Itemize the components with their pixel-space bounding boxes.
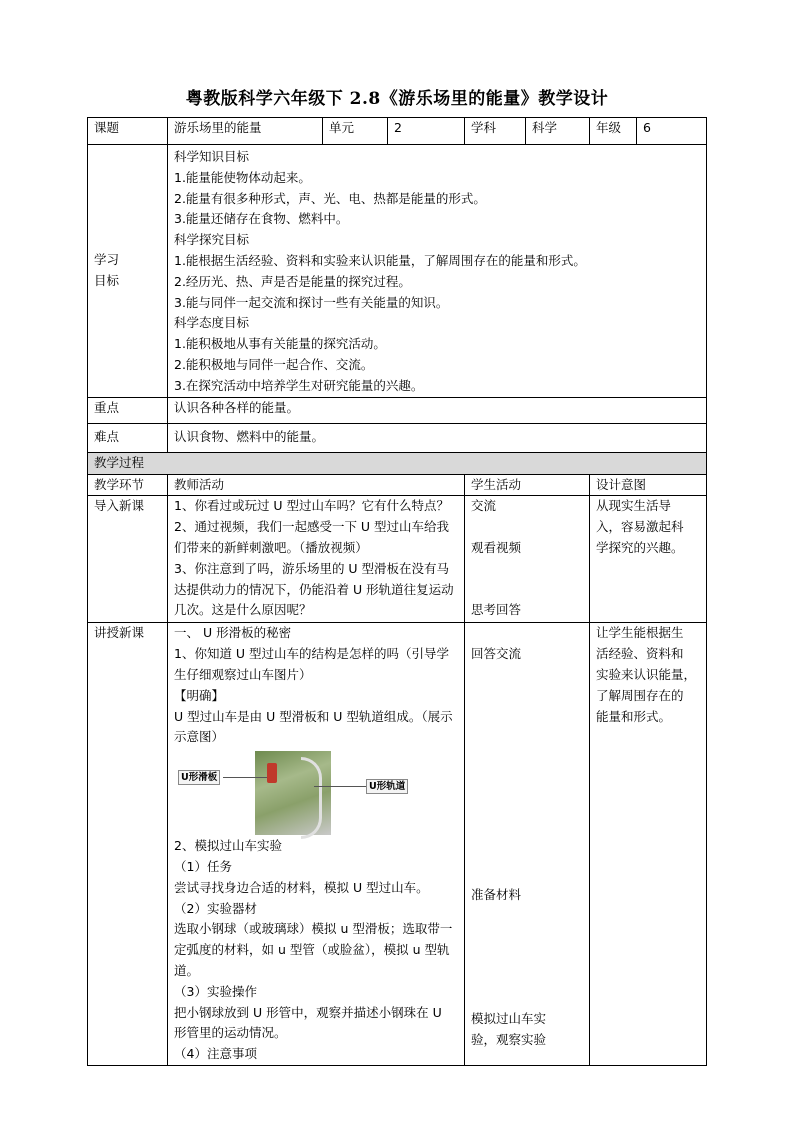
label-u-track: U形轨道 — [366, 779, 408, 794]
lecture-teacher: 一、 U 形滑板的秘密 1、你知道 U 型过山车的结构是怎样的吗（引导学 生仔细观察过山车图片） 【明确】 U 型过山车是由 U 型滑板和 U 型轨道组成。（展示 示意图） U形滑板 U形轨道 2、模拟过山车实验 （1）任务 尝试寻找身边合适的材料，模拟 U 型过山车。 （2）实验器材 选取小钢球（或玻璃球）模拟 u 型滑板；选取带一 定弧度的材料，如 u 型管（或脸盆），模拟 u 型轨 道。 （3）实验操作 把小钢球放到 U 形管中，观察并描述小钢珠在 U 形管里的运动情况。 （4）注意事项 — [168, 623, 465, 1066]
grade-value: 6 — [637, 118, 707, 145]
process-section-title: 教学过程 — [88, 452, 707, 474]
intro-student: 交流 观看视频 思考回答 — [465, 496, 590, 623]
document-title: 粤教版科学六年级下 2.8《游乐场里的能量》教学设计 — [185, 89, 609, 109]
objective-line: 3.能量还储存在食物、燃料中。 — [174, 211, 349, 227]
topic-value: 游乐场里的能量 — [168, 118, 323, 145]
intro-teacher: 1、你看过或玩过 U 型过山车吗？它有什么特点？ 2、通过视频，我们一起感受一下 U 型过山车给我 们带来的新鲜刺激吧。（播放视频） 3、你注意到了吗，游乐场里的 U 型滑板在没有马 达提供动力的情况下，仍能沿着 U 形轨道往复运动 几次。这是什么原因呢？ — [168, 496, 465, 623]
objective-line: 2.经历光、热、声是否是能量的探究过程。 — [174, 273, 411, 289]
lecture-intent: 让学生能根据生 活经验、资料和 实验来认识能量， 了解周围存在的 能量和形式。 — [590, 623, 707, 1066]
objective-line: 科学态度目标 — [174, 315, 250, 331]
objectives-label: 学习 目标 — [88, 145, 168, 398]
u-board-shape — [267, 763, 277, 783]
objective-line: 1.能量能使物体动起来。 — [174, 169, 311, 185]
key-point-text: 认识各种各样的能量。 — [168, 397, 707, 423]
unit-key: 单元 — [323, 118, 388, 145]
subject-value: 科学 — [526, 118, 590, 145]
header-teacher: 教师活动 — [168, 474, 465, 496]
header-student: 学生活动 — [465, 474, 590, 496]
roller-coaster-photo — [255, 751, 331, 835]
subject-key: 学科 — [465, 118, 526, 145]
difficulty-text: 认识食物、燃料中的能量。 — [168, 423, 707, 452]
objective-line: 3.能与同伴一起交流和探讨一些有关能量的知识。 — [174, 294, 449, 310]
objective-line: 科学知识目标 — [174, 149, 250, 164]
objective-line: 科学探究目标 — [174, 232, 250, 248]
objective-line: 1.能积极地从事有关能量的探究活动。 — [174, 336, 386, 352]
key-point-label: 重点 — [88, 397, 168, 423]
objective-line: 2.能积极地与同伴一起合作、交流。 — [174, 356, 374, 372]
objective-line: 1.能根据生活经验、资料和实验来认识能量，了解周围存在的能量和形式。 — [174, 252, 586, 268]
label-u-board: U形滑板 — [178, 770, 220, 785]
intro-intent: 从现实生活导 入，容易激起科 学探究的兴趣。 — [590, 496, 707, 623]
unit-value: 2 — [388, 118, 465, 145]
objective-line: 2.能量有很多种形式，声、光、电、热都是能量的形式。 — [174, 190, 486, 206]
header-intent: 设计意图 — [590, 474, 707, 496]
intro-stage: 导入新课 — [88, 496, 168, 623]
header-stage: 教学环节 — [88, 474, 168, 496]
topic-key: 课题 — [88, 118, 168, 145]
difficulty-label: 难点 — [88, 423, 168, 452]
lecture-student: 回答交流 准备材料 模拟过山车实 验，观察实验 — [465, 623, 590, 1066]
lecture-stage: 讲授新课 — [88, 623, 168, 1066]
lesson-plan-table — [87, 117, 706, 1066]
grade-key: 年级 — [590, 118, 637, 145]
objective-line: 3.在探究活动中培养学生对研究能量的兴趣。 — [174, 377, 424, 393]
objectives-content — [168, 145, 707, 398]
u-track-shape — [301, 757, 322, 839]
roller-coaster-diagram — [174, 748, 464, 836]
